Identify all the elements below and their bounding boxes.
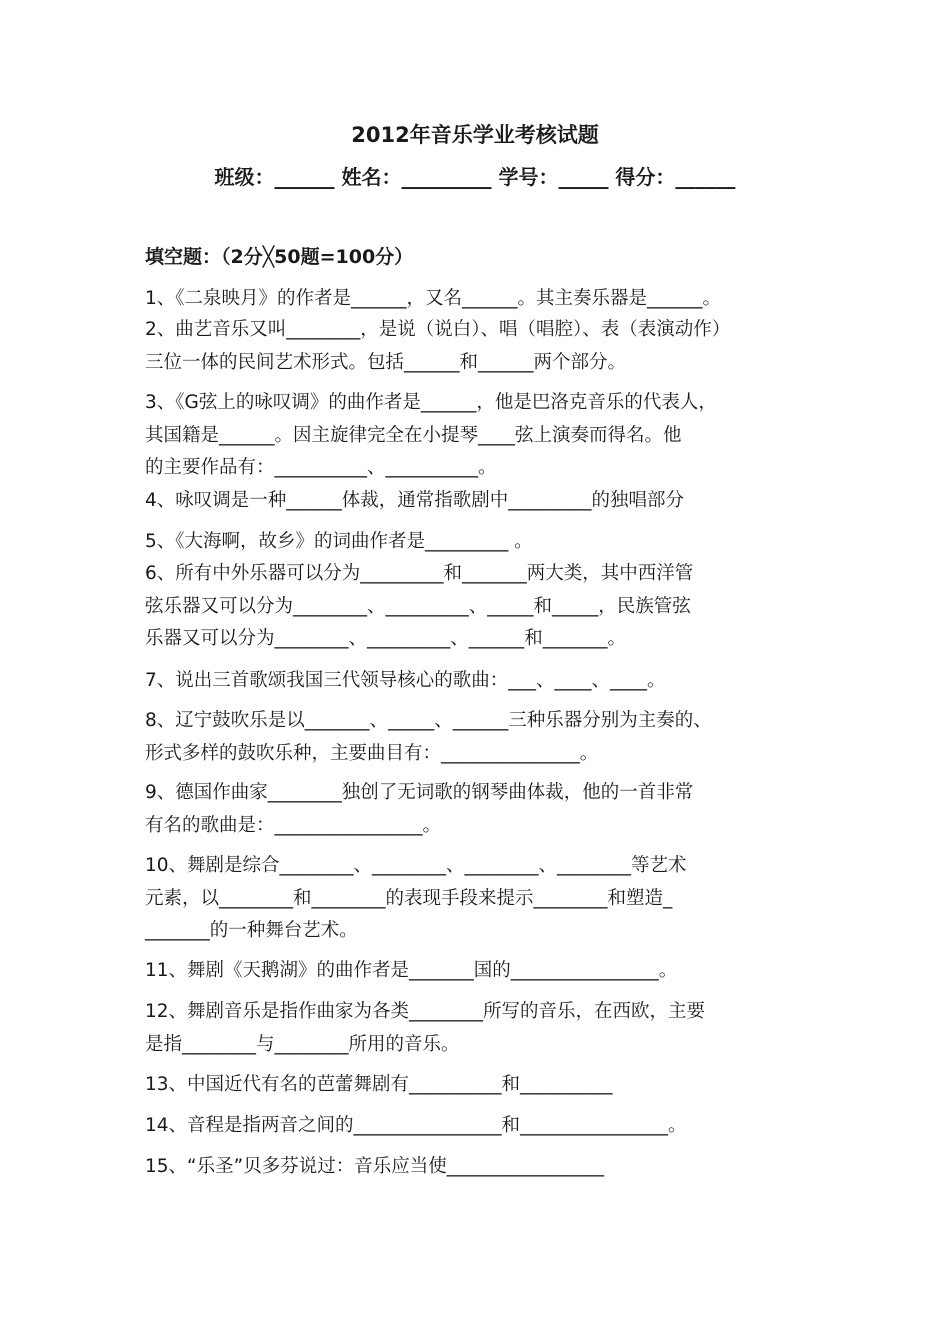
- question-line: 3、《G弦上的咏叹调》的曲作者是______，他是巴洛克音乐的代表人，: [145, 392, 717, 413]
- question-6: [145, 558, 825, 656]
- question-line: 6、所有中外乐器可以分为_________和_______两大类，其中西洋管: [145, 563, 694, 584]
- question-line: 1、《二泉映月》的作者是______，又名______。其主奏乐器是______。: [145, 288, 722, 309]
- question-8: [145, 705, 825, 770]
- question-7: [145, 665, 825, 698]
- question-1: [145, 283, 825, 316]
- question-11: [145, 955, 825, 988]
- student-info-line: 班级：______ 姓名：_________ 学号：_____ 得分：______: [214, 165, 736, 189]
- question-14: [145, 1110, 825, 1143]
- question-3: [145, 387, 825, 485]
- question-line: 7、说出三首歌颂我国三代领导核心的歌曲：___、____、____。: [145, 670, 666, 691]
- section-heading-fill-in-blank: 填空题：（2分╳50题=100分）: [145, 246, 414, 268]
- question-10: [145, 850, 825, 948]
- question-line: 4、咏叹调是一种______体裁，通常指歌剧中_________的独唱部分: [145, 490, 685, 511]
- question-9: [145, 777, 825, 842]
- question-line: 12、舞剧音乐是指作曲家为各类________所写的音乐，在西欧，主要: [145, 1001, 706, 1022]
- question-line: 乐器又可以分为________、_________、______和_______。: [145, 628, 627, 649]
- question-line: 10、舞剧是综合________、________、________、________等艺术: [145, 855, 687, 876]
- question-15: [145, 1151, 825, 1184]
- question-line: 11、舞剧《天鹅湖》的曲作者是_______国的________________。: [145, 960, 678, 981]
- question-12: [145, 996, 825, 1061]
- question-line: 其国籍是______。因主旋律完全在小提琴____弦上演奏而得名。他: [145, 424, 682, 446]
- question-line: 三位一体的民间艺术形式。包括______和______两个部分。: [145, 351, 627, 373]
- question-line: 5、《大海啊，故乡》的词曲作者是_________ 。: [145, 531, 533, 552]
- question-line: _______的一种舞台艺术。: [145, 920, 358, 941]
- question-line: 9、德国作曲家________独创了无词歌的钢琴曲体裁，他的一首非常: [145, 782, 694, 803]
- question-line: 是指________与________所用的音乐。: [145, 1033, 460, 1055]
- question-5: [145, 526, 825, 559]
- question-line: 8、辽宁鼓吹乐是以_______、_____、______三种乐器分别为主奏的、: [145, 710, 712, 731]
- question-line: 15、“乐圣”贝多芬说过：音乐应当使_________________: [145, 1156, 604, 1177]
- question-line: 元素，以________和________的表现手段来提示________和塑造_: [145, 887, 673, 909]
- question-line: 13、中国近代有名的芭蕾舞剧有__________和__________: [145, 1074, 613, 1095]
- question-line: 2、曲艺音乐又叫________，是说（说白）、唱（唱腔）、表（表演动作）: [145, 319, 731, 340]
- question-line: 14、音程是指两音之间的________________和________________。: [145, 1115, 687, 1136]
- question-4: [145, 485, 825, 518]
- question-line: 的主要作品有：__________、__________。: [145, 457, 497, 478]
- question-line: 有名的歌曲是：________________。: [145, 814, 442, 836]
- question-line: 形式多样的鼓吹乐种，主要曲目有：_______________。: [145, 742, 599, 764]
- question-line: 弦乐器又可以分为________、_________、_____和_____，民族管弦: [145, 595, 691, 617]
- exam-title: 2012年音乐学业考核试题: [351, 123, 599, 147]
- question-13: [145, 1069, 825, 1102]
- question-2: [145, 314, 825, 379]
